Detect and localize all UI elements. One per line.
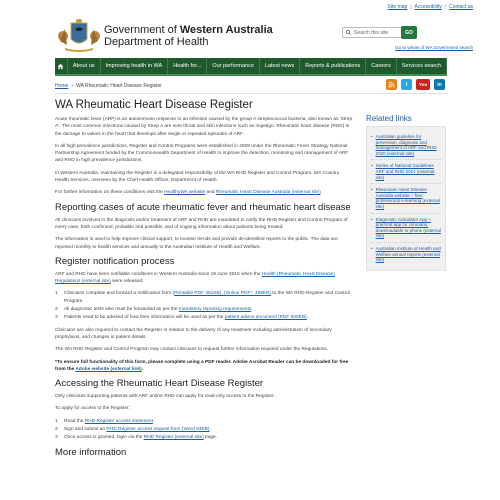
accessibility-link[interactable]: Accessibility (414, 4, 442, 10)
text: *To ensure full functionality of this form, please complete using a PDF reader. Adobe Acrobat Reader can be downloaded for free from the (55, 359, 349, 372)
related-link-text[interactable]: Australian guideline for prevention, diagnosis and management of ARF and RHD 2020 (external site) (375, 134, 437, 156)
nav-about-us[interactable]: About us (68, 58, 101, 74)
nav-services-search[interactable]: Services search (397, 58, 447, 74)
separator: | (410, 4, 412, 10)
nav-improving-health[interactable]: Improving health in WA (101, 58, 169, 74)
text: For further information on these conditions visit the (55, 190, 165, 196)
step-number: 2 (55, 307, 58, 313)
paragraph: The information is used to help improve clinical support, to monitor trends and provide de-identified reports to the public. The data are reported monthly to health services and annually to the Australian Institute of Health and Welfare. (55, 237, 338, 250)
text: page. (203, 435, 218, 441)
search-go-button[interactable]: GO (401, 26, 417, 39)
list-item (55, 306, 353, 313)
text: and (205, 190, 216, 196)
text: . (306, 315, 308, 321)
bullet-icon: • (371, 216, 373, 222)
text: Clinicians complete and forward a notification form ( (64, 291, 175, 297)
rhd-australia-link[interactable]: Rheumatic Heart Disease Australia (external site) (215, 190, 321, 196)
paragraph: In Western Australia, maintaining the Register is a delegated responsibility of the WA RHD Register and Control Program, WA Country Health Services, overseen by the Chief Health Officer, Department of Health. (55, 170, 340, 184)
breadcrumb-separator: › (71, 83, 74, 89)
paragraph: Clinicians are also required to contact the Register in relation to the delivery of any treatment including administration of secondary prophylaxis, and changes in patient details. (55, 327, 332, 340)
list-item (55, 314, 353, 321)
separator: | (444, 4, 447, 10)
text: to the WA RHD Register and Control Program. (64, 291, 350, 304)
brand-department: Department of Health (104, 36, 209, 48)
social-links (386, 79, 445, 90)
contact-us-link[interactable]: Contact us (449, 4, 473, 10)
text: Patients need to be advised of how their information will be used as per the (64, 315, 225, 321)
youtube-icon[interactable]: You (416, 79, 430, 90)
regulations-link[interactable]: Health (Rheumatic Heart Disease) Regulations (external site) (55, 271, 335, 285)
rhd-register-link[interactable]: RHD Register (external site) (143, 435, 204, 441)
home-icon (57, 63, 64, 70)
related-link-text[interactable]: Diagnostic Calculator App – practical app for clinicians, downloadable to phone (external site) (375, 216, 441, 239)
text: Once access is granted, login via the (64, 435, 144, 441)
search-placeholder: Search this site (354, 29, 389, 36)
access-statement-link[interactable]: RHD Register access statement (84, 418, 154, 424)
brand-state: Western Australia (179, 24, 273, 36)
utility-links (388, 4, 474, 10)
department-title[interactable] (104, 24, 273, 48)
main-navigation (55, 58, 447, 76)
healthywa-link[interactable]: HealthyWA website (164, 190, 206, 196)
paragraph (55, 271, 353, 286)
related-link[interactable] (371, 131, 441, 160)
nav-careers[interactable]: Careers (366, 58, 397, 74)
related-link-text[interactable]: Rheumatic Heart Disease Australia website – free professional e-learning (external site) (375, 187, 440, 209)
paragraph: All clinicians involved in the diagnosis and/or treatment of ARF and RHD are mandated to notify the RHD Register and Control Program of every case, both confirmed, probable and possible, and of ongoing information about patients being treated. (55, 217, 348, 230)
related-link[interactable] (371, 160, 441, 184)
bullet-icon: • (371, 187, 373, 193)
twitter-icon[interactable]: t (401, 79, 412, 90)
list-item (55, 290, 353, 305)
related-links-box (366, 126, 446, 271)
step-number: 2 (55, 427, 58, 433)
adobe-website-link[interactable]: Adobe website (external link) (75, 366, 142, 372)
section-heading-reporting: Reporting cases of acute rheumatic fever and rheumatic heart disease (55, 201, 351, 213)
list-item (55, 426, 353, 433)
divider (55, 93, 447, 94)
linkedin-icon[interactable]: in (434, 79, 445, 90)
breadcrumb-current: WA Rheumatic Heart Disease Register (76, 83, 162, 89)
wa-government-search-link[interactable]: Go to whole of WA Government search (395, 45, 473, 50)
section-heading-notification: Register notification process (55, 255, 175, 267)
breadcrumb (55, 83, 162, 89)
text: . (141, 366, 144, 372)
paragraph: Only clinicians supporting patients with ARF and/or RHD can apply for read-only access to the Register. (55, 394, 275, 400)
text: . (153, 418, 155, 424)
text: ARF and RHD have been notifiable conditions in Western Australia since 19 June 2015 when the (55, 271, 262, 277)
rss-icon[interactable] (386, 79, 397, 90)
text: were released: (110, 279, 144, 285)
page-title: WA Rheumatic Heart Disease Register (55, 99, 253, 111)
text: Read the (64, 418, 85, 424)
related-link-text[interactable]: Series of National Guidelines ARF and RHD 2014 (external site) (375, 163, 435, 180)
related-links-sidebar (366, 114, 446, 271)
step-number: 3 (55, 435, 58, 441)
section-heading-more-info: More information (55, 446, 127, 458)
patient-advice-link[interactable]: patient advice document (PDF 500KB) (224, 315, 307, 321)
site-map-link[interactable]: Site map (387, 4, 408, 10)
text: . (251, 307, 253, 313)
pdf-reader-note (55, 359, 353, 374)
nav-our-performance[interactable]: Our performance (207, 58, 260, 74)
related-link[interactable] (371, 184, 441, 213)
access-steps (55, 418, 353, 442)
list-item (55, 434, 353, 441)
related-link-text[interactable]: Australian Institute of Health and Welfare annual reports (external site) (375, 245, 441, 263)
mandatory-reporting-link[interactable]: mandatory reporting requirements (178, 307, 252, 313)
step-number: 1 (55, 418, 58, 424)
breadcrumb-home[interactable]: Home (55, 83, 69, 89)
paragraph: To apply for access to the Register: (55, 406, 130, 412)
step-number: 1 (55, 291, 58, 297)
sidebar-title: Related links (366, 114, 412, 123)
bullet-icon: • (371, 245, 373, 251)
text: . (209, 427, 211, 433)
notification-steps (55, 290, 353, 321)
bullet-icon: • (371, 163, 373, 169)
notification-form-link[interactable]: Printable PDF 381KB), (Online PDF*, 499KB) (174, 291, 271, 297)
nav-home[interactable] (55, 58, 68, 74)
text: Sign and submit an (64, 427, 107, 433)
step-number: 3 (55, 315, 58, 321)
paragraph (55, 189, 353, 196)
section-heading-access: Accessing the Rheumatic Heart Disease Register (55, 378, 264, 390)
main-content (55, 98, 353, 462)
nav-health-for[interactable]: Health for... (168, 58, 207, 74)
text: All diagnostic tests also must be forwarded as per the (64, 307, 179, 313)
access-request-form-link[interactable]: RHD Register access request form (Word 93KB) (106, 427, 210, 433)
intro-paragraph: Acute rheumatic fever (ARF) is an autoimmune response to an infection caused by the group A streptococcus bacteria, also known as 'Strep A'. The most common infections caused by Strep A are sore throat and skin infections such as impetigo. Rheumatic heart disease (RHD) is the damage to valves in the heart that develops after single or repeated episodes of ARF. (55, 117, 353, 137)
nav-latest-news[interactable]: Latest news (260, 58, 300, 74)
wa-crest-logo[interactable] (57, 19, 101, 53)
bullet-icon: • (371, 134, 373, 139)
related-link[interactable] (371, 214, 441, 243)
paragraph: In all high prevalence jurisdictions, Register and Control Programs were established in 2009 under the Rheumatic Fever Strategy National Partnership Agreement funded by the Commonwealth Department of Health to improve the detection, monitoring and management of ARF and RHD in high prevalence jurisdictions. (55, 143, 349, 164)
nav-reports-publications[interactable]: Reports & publications (300, 58, 366, 74)
text: . (320, 190, 323, 196)
related-link[interactable] (371, 243, 441, 266)
brand-prefix: Government of (104, 24, 180, 36)
paragraph: The WA RHD Register and Control Program may contact clinicians to request further information required under the Regulations. (55, 347, 329, 353)
list-item (55, 418, 353, 425)
search-icon (346, 30, 351, 35)
